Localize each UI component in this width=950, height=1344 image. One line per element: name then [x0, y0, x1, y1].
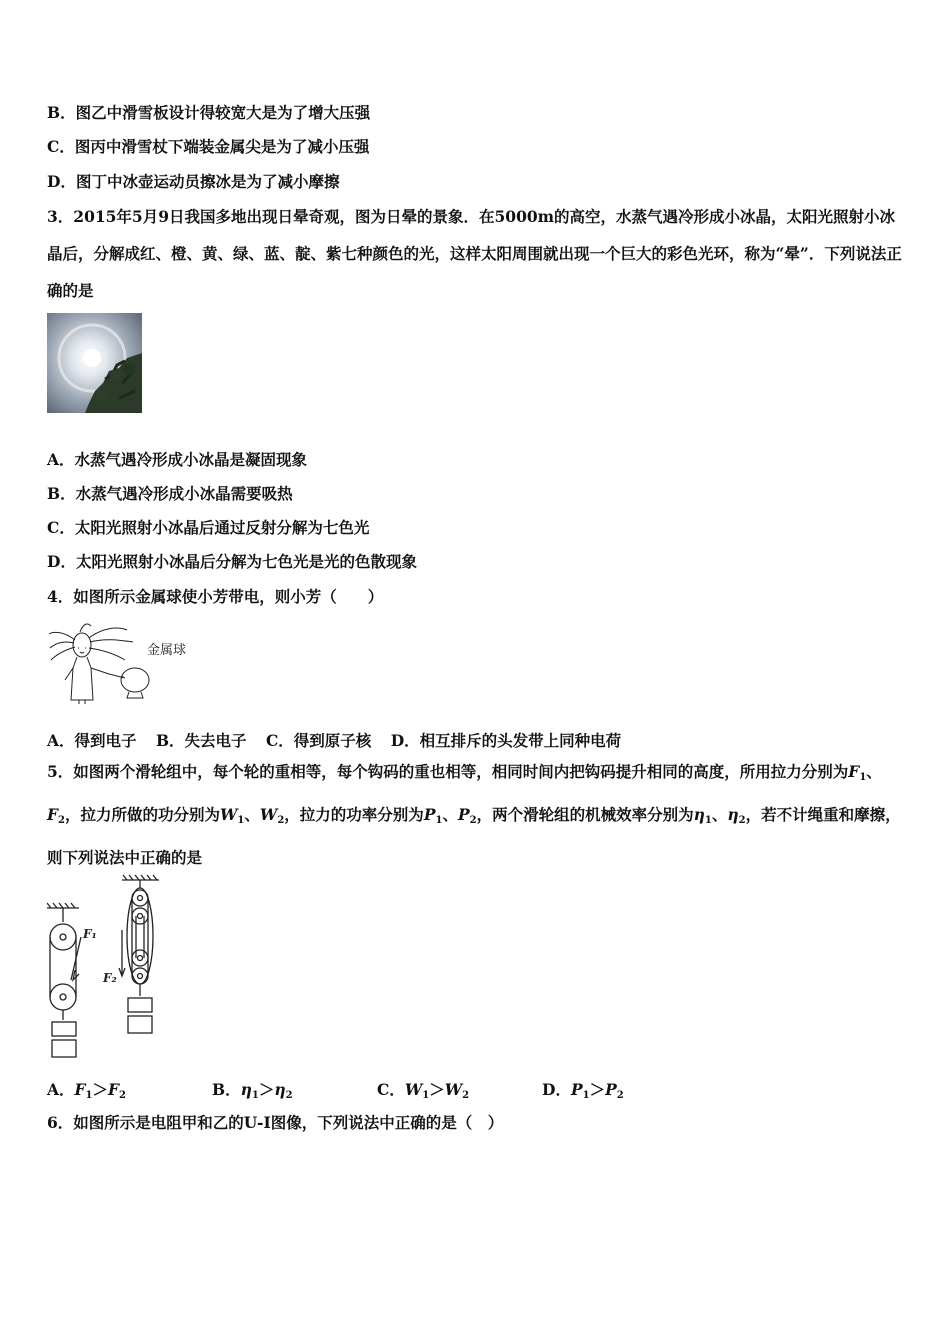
q4-option-d: D．相互排斥的头发带上同种电荷	[390, 731, 622, 750]
q3-option-a: A．水蒸气遇冷形成小冰晶是凝固现象	[47, 450, 308, 469]
q3-option-d: D．太阳光照射小冰晶后分解为七色光是光的色散现象	[47, 552, 417, 571]
q5-stem: 5．如图两个滑轮组中，每个轮的重相等，每个钩码的重也相等，相同时间内把钩码提升相同的高度，所用拉力分别为$F_1$、$F_2$，拉力所做的功分别为$W_1$、$W_2$，拉力的功率分别为$P_1$、$P_2$，两个滑轮组的机械效率分别为$\eta_1$、$\eta_2$，若不计绳重和摩擦，则下列说法中正确的是	[47, 762, 901, 867]
q5-option-b: B．$\eta_1>\eta_2$	[212, 1080, 293, 1101]
q4-option-c: C．得到原子核	[265, 731, 372, 750]
q2-option-d: D．图丁中冰壶运动员擦冰是为了减小摩擦	[47, 172, 340, 191]
q5-option-d: D．$P_1>P_2$	[542, 1080, 624, 1101]
q6-stem: 6．如图所示是电阻甲和乙的U-I图像，下列说法中正确的是（ ）	[47, 1113, 504, 1132]
q4-option-a: A．得到电子	[47, 731, 137, 750]
q2-option-c: C．图丙中滑雪杖下端装金属尖是为了减小压强	[47, 137, 370, 156]
q3-stem: 3．2015年5月9日我国多地出现日晕奇观，图为日晕的景象．在5000m的高空，水蒸气遇冷形成小冰晶，太阳光照射小冰晶后，分解成红、橙、黄、绿、蓝、靛、紫七种颜色的光，这样太阳周围就出现一个巨大的彩色光环，称为“晕”．下列说法正确的是	[47, 207, 902, 300]
pulley-label-f1: F₁	[83, 927, 97, 941]
girl-metal-ball-figure	[47, 620, 207, 705]
q5-option-c: C．$W_1>W_2$	[377, 1080, 470, 1101]
q4-stem: 4．如图所示金属球使小芳带电，则小芳（ ）	[47, 587, 384, 606]
q2-option-b: B．图乙中滑雪板设计得较宽大是为了增大压强	[47, 103, 371, 122]
pulley-label-f2: F₂	[103, 971, 117, 985]
q3-option-c: C．太阳光照射小冰晶后通过反射分解为七色光	[47, 518, 370, 537]
q3-option-b: B．水蒸气遇冷形成小冰晶需要吸热	[47, 484, 293, 503]
q4-option-b: B．失去电子	[155, 731, 247, 750]
pulley-systems-figure	[47, 870, 172, 1060]
sun-halo-photo	[47, 313, 142, 413]
q5-option-a: A．$F_1>F_2$	[47, 1080, 127, 1101]
metal-ball-label: 金属球	[147, 643, 187, 658]
q4-options-row	[47, 729, 635, 751]
